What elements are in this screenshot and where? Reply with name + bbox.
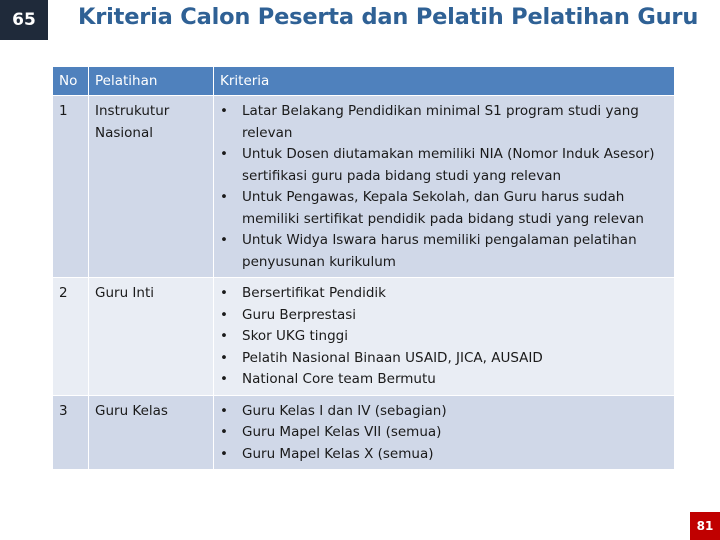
bullet-icon: • [220,328,228,344]
criteria-text: Bersertifikat Pendidik [242,285,386,301]
slide-number: 65 [12,10,36,30]
cell-kriteria [214,395,675,470]
criteria-text: Latar Belakang Pendidikan minimal S1 program studi yang relevan [242,103,639,141]
cell-pelatihan: Instrukutur Nasional [89,96,214,278]
list-item [220,305,668,327]
cell-no: 2 [53,278,89,396]
bullet-icon: • [220,424,228,440]
bullet-icon: • [220,349,228,366]
list-item [220,326,668,348]
list-item [220,401,668,423]
cell-kriteria [214,96,675,278]
criteria-text: Guru Kelas I dan IV (sebagian) [242,402,447,419]
table-row [53,395,675,470]
table-row [53,278,675,396]
list-item [220,230,668,273]
criteria-text: Guru Mapel Kelas X (semua) [242,445,434,462]
header-no: No [53,67,89,96]
criteria-text: Pelatih Nasional Binaan USAID, JICA, AUSAID [242,349,543,366]
cell-pelatihan: Guru Inti [89,278,214,396]
cell-kriteria [214,278,675,396]
criteria-table [52,66,675,470]
list-item [220,444,668,466]
bullet-icon: • [220,285,228,301]
bullet-icon: • [220,146,228,162]
criteria-text: Skor UKG tinggi [242,328,348,344]
bullet-icon: • [220,306,228,323]
bullet-icon: • [220,371,228,387]
page-number-badge [690,512,720,540]
criteria-text: Untuk Dosen diutamakan memiliki NIA (Nomor Induk Asesor) sertifikasi guru pada bidang studi yang relevan [242,146,655,184]
bullet-icon: • [220,445,228,462]
list-item [220,369,668,391]
bullet-icon: • [220,189,228,205]
table-header-row [53,67,675,96]
list-item [220,144,668,187]
list-item [220,422,668,444]
page-title: Kriteria Calon Peserta dan Pelatih Pelatihan Guru [78,4,699,30]
bullet-icon: • [220,402,228,419]
header-pelatihan: Pelatihan [89,67,214,96]
criteria-list [220,283,668,391]
list-item [220,283,668,305]
cell-pelatihan: Guru Kelas [89,395,214,470]
list-item [220,187,668,230]
list-item [220,348,668,370]
criteria-list [220,101,668,273]
table-row [53,96,675,278]
list-item [220,101,668,144]
criteria-text: Guru Mapel Kelas VII (semua) [242,424,442,440]
criteria-text: Guru Berprestasi [242,306,357,323]
cell-no: 1 [53,96,89,278]
criteria-list [220,401,668,466]
page-number: 81 [696,519,714,533]
header-kriteria: Kriteria [214,67,675,96]
cell-no: 3 [53,395,89,470]
criteria-text: National Core team Bermutu [242,371,436,387]
bullet-icon: • [220,103,228,119]
criteria-text: Untuk Widya Iswara harus memiliki pengalaman pelatihan penyusunan kurikulum [242,232,637,270]
bullet-icon: • [220,232,228,248]
slide-number-badge [0,0,48,40]
criteria-text: Untuk Pengawas, Kepala Sekolah, dan Guru harus sudah memiliki sertifikat pendidik pada bidang studi yang relevan [242,189,644,227]
